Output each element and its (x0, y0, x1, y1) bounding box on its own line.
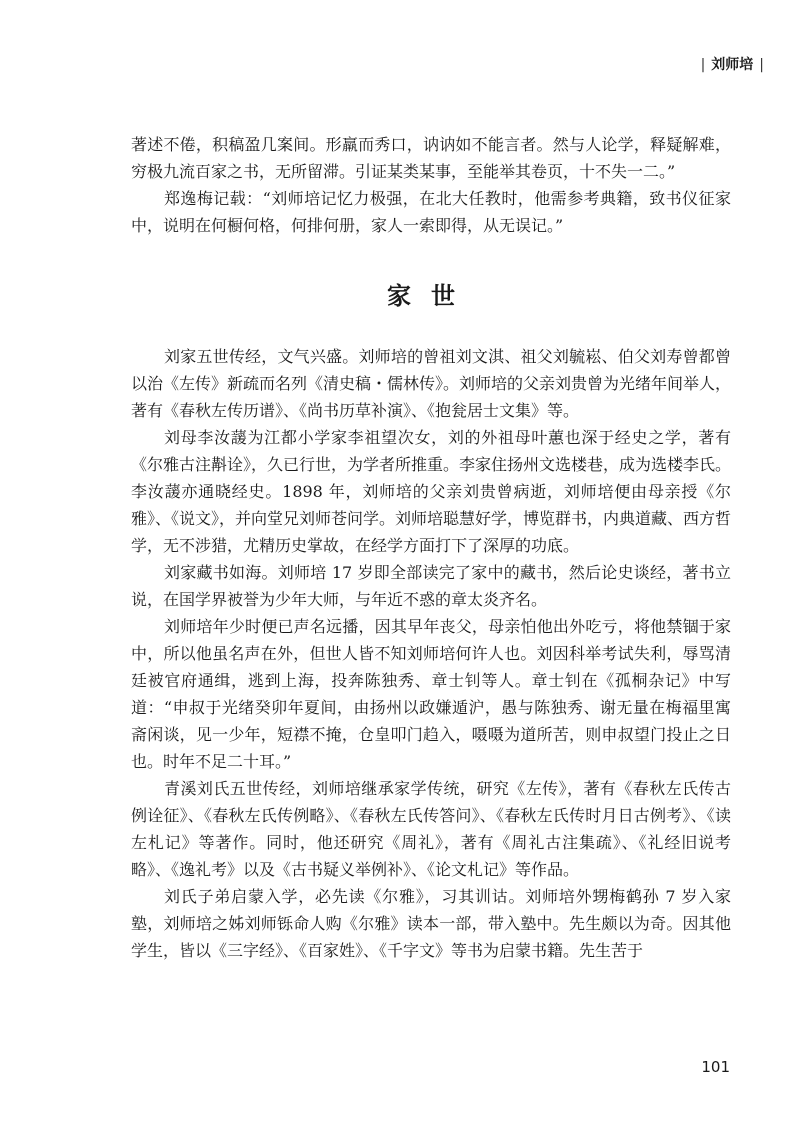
paragraph: 刘家藏书如海。刘师培 17 岁即全部读完了家中的藏书，然后论史谈经，著书立说，在国学界被誉为少年大师，与年近不惑的章太炎齐名。 (131, 563, 731, 609)
page-body (131, 131, 731, 964)
running-header (0, 54, 770, 74)
paragraph-continued: 著述不倦，积稿盈几案间。形羸而秀口，讷讷如不能言者。然与人论学，释疑解难，穷极九流百家之书，无所留滞。引证某类某事，至能举其卷页，十不失一二。” (131, 135, 731, 181)
paragraph: 青溪刘氏五世传经，刘师培继承家学传统，研究《左传》，著有《春秋左氏传古例诠征》、《春秋左氏传例略》、《春秋左氏传答问》、《春秋左氏传时月日古例考》、《读左札记》等著作。同时，他还研究《周礼》，著有《周礼古注集疏》、《礼经旧说考略》、《逸礼考》以及《古书疑义举例补》、《论文札记》等作品。 (131, 779, 731, 879)
paragraph: 刘家五世传经，文气兴盛。刘师培的曾祖刘文淇、祖父刘毓崧、伯父刘寿曾都曾以治《左传》新疏而名列《清史稿・儒林传》。刘师培的父亲刘贵曾为光绪年间举人，著有《春秋左传历谱》、《尚书历草补演》、《抱瓮居士文集》等。 (131, 347, 732, 420)
header-separator-left: | (700, 57, 706, 73)
paragraph-zheng-yimei: 郑逸梅记载：“刘师培记忆力极强，在北大任教时，他需参考典籍，致书仪征家中，说明在何橱何格，何排何册，家人一索即得，从无误记。” (131, 189, 731, 235)
paragraph: 刘氏子弟启蒙入学，必先读《尔雅》，习其训诂。刘师培外甥梅鹤孙 7 岁入家塾，刘师培之姊刘师铄命人购《尔雅》读本一部，带入塾中。先生颇以为奇。因其他学生，皆以《三字经》、《百家姓》、《千字文》等书为启蒙书籍。先生苦于 (131, 887, 731, 960)
header-separator-right: | (759, 57, 764, 73)
section-title: 家世 (387, 281, 475, 310)
paragraph: 刘师培年少时便已声名远播，因其早年丧父，母亲怕他出外吃亏，将他禁锢于家中，所以他虽名声在外，但世人皆不知刘师培何许人也。刘因科举考试失利，辱骂清廷被官府通缉，逃到上海，投奔陈独秀、章士钊等人。章士钊在《孤桐杂记》中写道：“申叔于光绪癸卯年夏间，由扬州以政嫌遁沪，愚与陈独秀、谢无量在梅福里寓斋闲谈，见一少年，短襟不掩，仓皇叩门趋入，嗫嗫为道所苦，则申叔望门投止之日也。时年不足二十耳。” (131, 617, 731, 771)
page-number: 101 (701, 1058, 730, 1076)
header-title: 刘师培 (711, 57, 754, 73)
paragraph: 刘母李汝蘐为江都小学家李祖望次女，刘的外祖母叶蕙也深于经史之学，著有《尔雅古注斠诠》，久已行世，为学者所推重。李家住扬州文选楼巷，成为选楼李氏。李汝蘐亦通晓经史。1898 年，刘师培的父亲刘贵曾病逝，刘师培便由母亲授《尔雅》、《说文》，并向堂兄刘师苍问学。刘师培聪慧好学，博览群书，内典道藏、西方哲学，无不涉猎，尤精历史掌故，在经学方面打下了深厚的功底。 (131, 428, 732, 555)
